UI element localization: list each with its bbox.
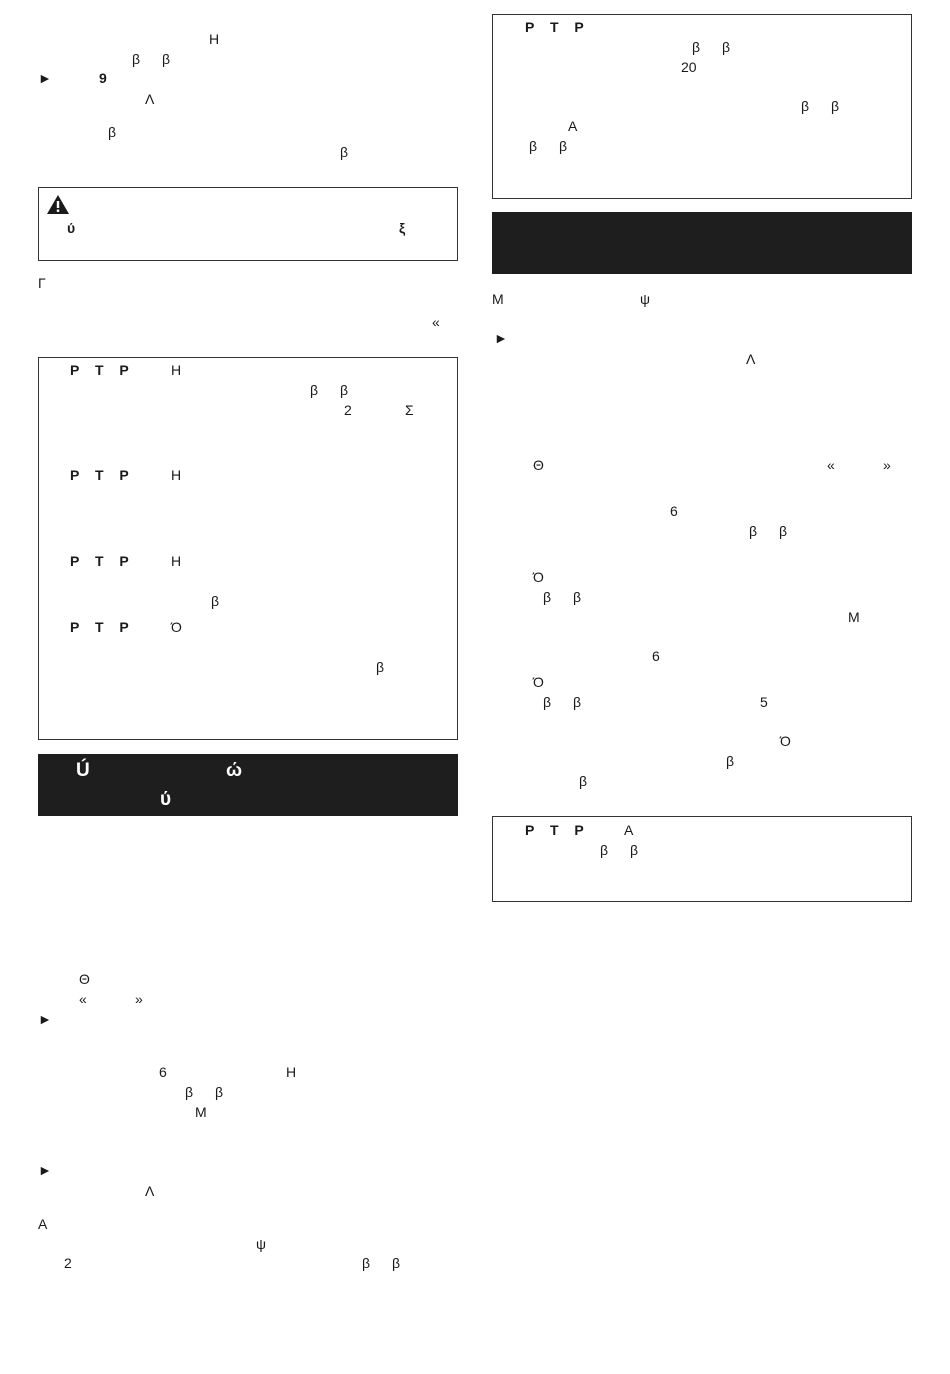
body-text: β <box>579 773 588 789</box>
tip-label: P T P <box>525 19 590 35</box>
body-text: 6 <box>652 648 660 664</box>
warning-text: ύ <box>67 220 76 236</box>
list-text: Η <box>286 1064 297 1080</box>
tip-text: β <box>692 39 701 55</box>
tip-text: Η <box>171 553 182 569</box>
tip-label: P T P <box>70 553 135 569</box>
quote-mark: « <box>827 457 835 473</box>
body-text: Ό <box>533 674 544 690</box>
tip-text: β <box>630 842 639 858</box>
tip-label: P T P <box>70 362 135 378</box>
intro-text: Λ <box>145 91 155 107</box>
section-title: ύ <box>160 789 172 810</box>
arrow-right-icon: ► <box>38 1011 52 1027</box>
tips-box <box>38 357 458 740</box>
warning-text: ξ <box>399 220 406 236</box>
body-text: ψ <box>640 291 650 307</box>
list-text: β <box>185 1084 194 1100</box>
body-text: 6 <box>670 503 678 519</box>
tip-text: β <box>376 659 385 675</box>
intro-text: β <box>108 124 117 140</box>
list-text: Α <box>38 1216 48 1232</box>
tip-text: 20 <box>681 59 697 75</box>
tip-text: β <box>831 98 840 114</box>
list-text: ψ <box>256 1236 266 1252</box>
warning-box <box>38 187 458 261</box>
list-text: β <box>392 1255 401 1271</box>
body-text: β <box>726 753 735 769</box>
list-text: Μ <box>195 1104 207 1120</box>
tip-text: Ό <box>171 619 182 635</box>
tip-text: β <box>340 382 349 398</box>
tip-text: β <box>529 138 538 154</box>
tip-text: Α <box>568 118 578 134</box>
warning-triangle-icon <box>46 194 70 215</box>
tip-text: Η <box>171 467 182 483</box>
section-title: Ú <box>76 760 90 781</box>
section-title: ώ <box>226 760 243 781</box>
quote-mark: « <box>432 314 440 330</box>
tip-text: β <box>600 842 609 858</box>
intro-text: β <box>132 51 141 67</box>
figure-reference: 9 <box>99 70 107 86</box>
body-text: Μ <box>848 609 860 625</box>
list-text: 6 <box>159 1064 167 1080</box>
intro-text: β <box>162 51 171 67</box>
tip-text: β <box>310 382 319 398</box>
paragraph-text: Γ <box>38 275 46 291</box>
tip-text: Η <box>171 362 182 378</box>
tips-box <box>492 14 912 199</box>
section-header-bar <box>38 754 458 816</box>
tip-text: β <box>722 39 731 55</box>
body-text: β <box>543 589 552 605</box>
intro-text: β <box>340 144 349 160</box>
tip-label: P T P <box>525 822 590 838</box>
body-text: Θ <box>533 457 544 473</box>
tip-text: β <box>559 138 568 154</box>
tip-text: 2 <box>344 402 352 418</box>
list-text: β <box>215 1084 224 1100</box>
list-text: β <box>362 1255 371 1271</box>
quote-mark: » <box>883 457 891 473</box>
body-text: β <box>749 523 758 539</box>
body-text: Ό <box>780 733 791 749</box>
body-text: β <box>543 694 552 710</box>
body-text: Μ <box>492 291 504 307</box>
quote-mark: « <box>79 991 87 1007</box>
body-text: 5 <box>760 694 768 710</box>
quote-mark: » <box>135 991 143 1007</box>
tip-label: P T P <box>70 619 135 635</box>
body-text: Ό <box>533 569 544 585</box>
body-text: Λ <box>746 351 756 367</box>
arrow-right-icon: ► <box>38 1162 52 1178</box>
list-text: 2 <box>64 1255 72 1271</box>
arrow-right-icon: ► <box>38 70 52 86</box>
body-text: β <box>573 589 582 605</box>
tip-label: P T P <box>70 467 135 483</box>
tip-text: Σ <box>405 402 414 418</box>
body-text: β <box>779 523 788 539</box>
tip-text: β <box>801 98 810 114</box>
section-header-bar <box>492 212 912 274</box>
list-text: Θ <box>79 971 90 987</box>
list-text: Λ <box>145 1183 155 1199</box>
body-text: β <box>573 694 582 710</box>
arrow-right-icon: ► <box>494 330 508 346</box>
intro-text: Η <box>209 31 220 47</box>
tip-text: Α <box>624 822 634 838</box>
tips-box <box>492 816 912 902</box>
tip-text: β <box>211 593 220 609</box>
